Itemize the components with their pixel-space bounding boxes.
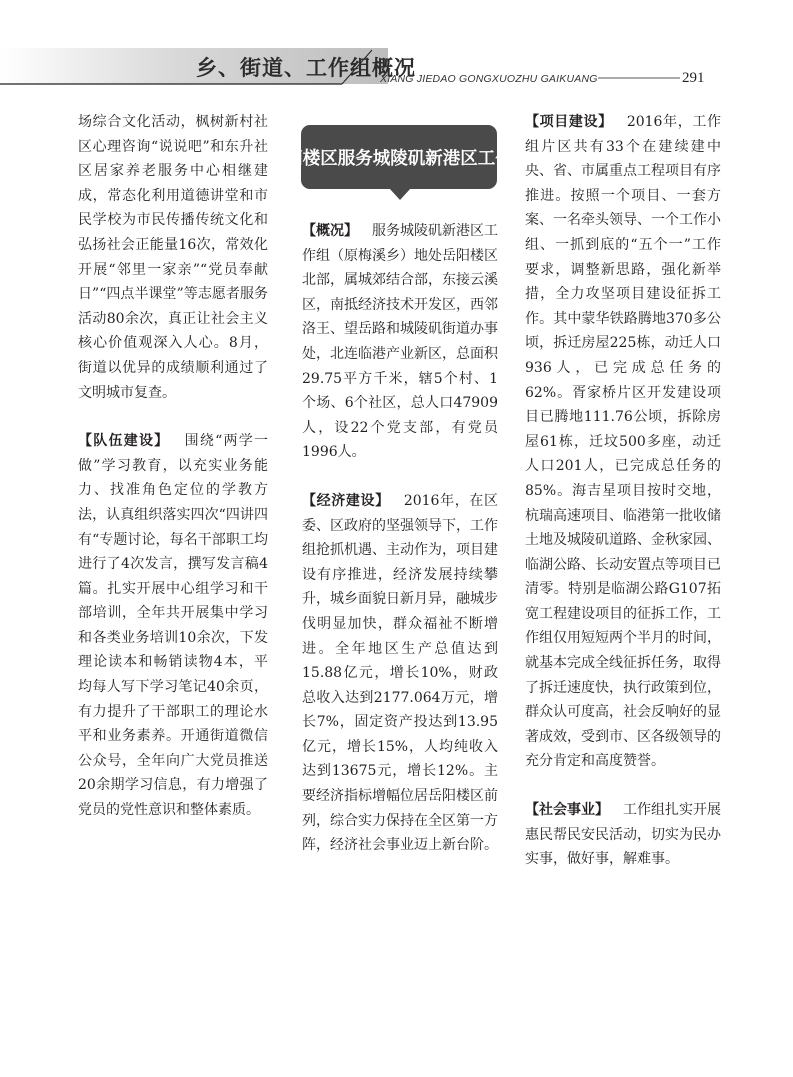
section-tag-projects: 【项目建设】 <box>525 114 613 130</box>
economy-text: 2016年，在区委、区政府的坚强领导下，工作组抢抓机遇、主动作为，项目建设有序推进，经济发展持续攀升，城乡面貌日新月异，融城步伐明显加快，群众福祉不断增进。全年地区生产总值达到15.88亿元，增长10%，财政总收入达到2177.064万元，增长7%，固定资产投达到13.95亿元，增长15%，人均纯收入达到13675元，增长12%。主要经济指标增幅位居岳阳楼区前列，综合实力保持在全区第一方阵，经济社会事业迈上新台阶。 <box>302 492 499 854</box>
team-building-text: 围绕“两学一做”学习教育，以充实业务能力、找准角色定位的学教方法，认真组织落实四次“四讲四有“专题讨论，每名干部职工均进行了4次发言，撰写发言稿4篇。扎实开展中心组学习和干部培训，全年共开展集中学习和各类业务培训10余次，下发理论读本和畅销读物4本，平均每人写下学习笔记40余页，有力提升了干部职工的理论水平和业务素养。开通街道微信公众号，全年向广大党员推送20余期学习信息，有力增强了党员的党性意识和整体素质。 <box>78 433 268 819</box>
banner-pointer <box>389 188 411 200</box>
paragraph-projects <box>525 110 721 774</box>
running-header-title: 乡、街道、工作组概况 <box>196 56 416 80</box>
section-banner <box>267 125 531 189</box>
paragraph-team-building <box>78 429 268 823</box>
section-tag-social: 【社会事业】 <box>525 802 609 819</box>
running-header-pinyin: XIANG JIEDAO GONGXUOZHU GAIKUANG <box>380 73 598 85</box>
overview-text: 服务城陵矶新港区工作组（原梅溪乡）地处岳阳楼区北部，属城郊结合部，东接云溪区，南抵经济技术开发区，西邻洛王、望岳路和城陵矶街道办事处，北连临港产业新区，总面积29.75平方千米，辖5个村、1个场、6个社区，总人口47909人，设22个党支部，有党员1996人。 <box>302 223 498 461</box>
column-left <box>78 110 268 823</box>
section-banner-title: 岳阳楼区服务城陵矶新港区工作组 <box>267 148 531 169</box>
section-tag-team: 【队伍建设】 <box>78 433 170 450</box>
paragraph-economy <box>302 489 498 858</box>
paragraph-overview <box>302 219 498 465</box>
header-rules <box>0 0 793 100</box>
paragraph-culture: 场综合文化活动，枫树新村社区心理咨询“说说吧”和东升社区居家养老服务中心相继建成，常态化利用道德讲堂和市民学校为市民传播传统文化和弘扬社会正能量16次，常效化开展“邻里一家亲”“党员奉献日”“四点半课堂”等志愿者服务活动80余次，真正让社会主义核心价值观深入人心。8月，街道以优异的成绩顺利通过了文明城市复查。 <box>78 114 268 401</box>
column-middle <box>302 219 498 858</box>
section-tag-overview: 【概况】 <box>302 223 358 239</box>
social-text: 工作组扎实开展惠民帮民安民活动，切实为民办实事，做好事，解难事。 <box>525 802 721 868</box>
section-tag-economy: 【经济建设】 <box>302 492 390 509</box>
column-right <box>525 110 721 872</box>
paragraph-social <box>525 798 721 872</box>
projects-text: 2016年，工作组片区共有33个在建续建中央、省、市属重点工程项目有序推进。按照一个项目、一套方案、一名牵头领导、一个工作小组、一抓到底的“五个一”工作要求，调整新思路，强化新举措，全力攻坚项目建设征拆工作。其中蒙华铁路腾地370多公顷，拆迁房屋225栋，动迁人口936人，已完成总任务的62%。胥家桥片区开发建设项目已腾地111.76公顷，拆除房屋61栋，迁坟500多座，动迁人口201人，已完成总任务的85%。海吉星项目按时交地，杭瑞高速项目、临港第一批收储土地及城陵矶道路、金秋家园、临湖公路、长动安置点等项目已清零。特别是临湖公路G107拓宽工程建设项目的征拆工作，工作组仅用短短两个半月的时间，就基本完成全线征拆任务，取得了拆迁速度快，执行政策到位，群众认可度高，社会反响好的显著成效，受到市、区各级领导的充分肯定和高度赞誉。 <box>525 114 722 770</box>
page-number: 291 <box>682 70 705 86</box>
